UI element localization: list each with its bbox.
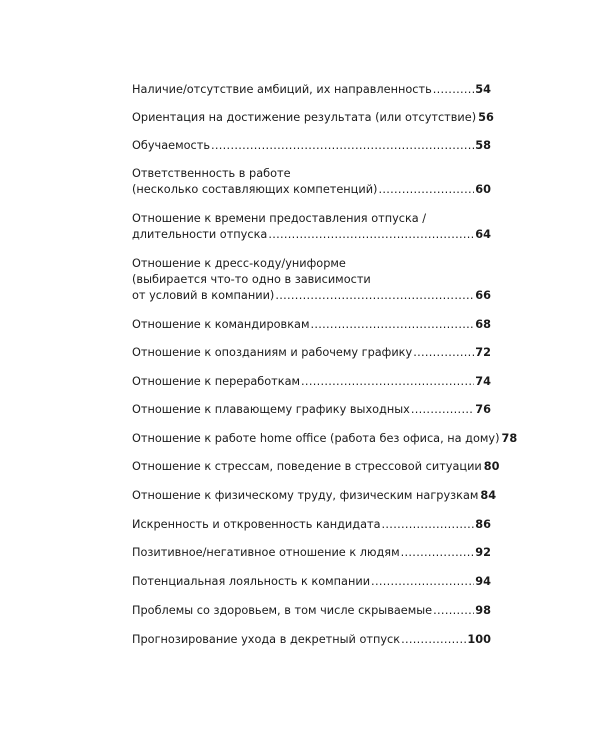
toc-entry-title-line: (несколько составляющих компетенций) xyxy=(132,183,378,196)
toc-entry[interactable] xyxy=(132,632,491,648)
toc-entry-title-line: длительности отпуска xyxy=(132,228,268,241)
toc-entry[interactable] xyxy=(132,317,491,333)
toc-page-number: 64 xyxy=(475,228,491,241)
dot-leader xyxy=(433,603,474,619)
toc-entry-title-line: Наличие/отсутствие амбиций, их направленность xyxy=(132,83,432,96)
table-of-contents xyxy=(132,0,518,750)
dot-leader xyxy=(401,632,466,648)
toc-entry[interactable] xyxy=(132,166,491,198)
toc-page-number: 68 xyxy=(475,318,491,331)
toc-entry[interactable] xyxy=(132,459,500,475)
toc-page-number: 86 xyxy=(475,518,491,531)
toc-entry-title-line: Проблемы со здоровьем, в том числе скрываемые xyxy=(132,604,433,617)
toc-entry-title-line: Отношение к работе home office (работа без офиса, на дому) xyxy=(132,432,500,445)
dot-leader xyxy=(433,82,475,98)
dot-leader xyxy=(268,227,474,243)
toc-entry[interactable] xyxy=(132,138,491,154)
toc-entry-row xyxy=(132,431,518,447)
dot-leader xyxy=(211,138,474,154)
toc-page-number: 92 xyxy=(475,546,491,559)
dot-leader xyxy=(413,345,474,361)
dot-leader xyxy=(401,545,475,561)
toc-page-number: 66 xyxy=(475,289,491,302)
toc-entry[interactable] xyxy=(132,488,497,504)
toc-entry-row xyxy=(132,459,500,475)
toc-entry-title-line: Отношение к физическому труду, физическим нагрузкам xyxy=(132,489,479,502)
toc-entry[interactable] xyxy=(132,545,491,561)
toc-entry[interactable] xyxy=(132,574,491,590)
toc-page-number: 80 xyxy=(483,460,500,473)
toc-page-number: 56 xyxy=(478,111,494,124)
toc-entry-row xyxy=(132,632,491,648)
toc-entry-row xyxy=(132,138,491,154)
toc-page-number: 60 xyxy=(475,183,491,196)
toc-entry-title-line: Отношение к времени предоставления отпуска / xyxy=(132,212,427,225)
dot-leader xyxy=(371,574,474,590)
dot-leader xyxy=(411,402,474,418)
toc-entry-row xyxy=(132,82,491,98)
toc-page-number: 100 xyxy=(467,633,491,646)
toc-entry-title-line: Обучаемость xyxy=(132,139,210,152)
toc-entry-row xyxy=(132,227,491,243)
toc-entry-row xyxy=(132,545,491,561)
toc-page-number: 78 xyxy=(501,432,518,445)
toc-page-number: 94 xyxy=(475,575,491,588)
toc-page-number: 74 xyxy=(475,375,491,388)
toc-entry-title-line: Отношение к переработкам xyxy=(132,375,301,388)
toc-entry-row xyxy=(132,317,491,333)
toc-entry-row xyxy=(132,574,491,590)
toc-entry[interactable] xyxy=(132,256,491,304)
toc-entry-title-line: (выбирается что-то одно в зависимости xyxy=(132,273,371,286)
dot-leader xyxy=(378,182,474,198)
toc-entry-title-line: Потенциальная лояльность к компании xyxy=(132,575,371,588)
toc-entry-title-line: Отношение к опозданиям и рабочему графику xyxy=(132,346,413,359)
toc-page-number: 72 xyxy=(475,346,491,359)
toc-page-number: 54 xyxy=(475,83,491,96)
toc-entry[interactable] xyxy=(132,517,491,533)
toc-page-number: 98 xyxy=(475,604,491,617)
toc-entry-row xyxy=(132,603,491,619)
toc-entry[interactable] xyxy=(132,211,491,243)
toc-entry[interactable] xyxy=(132,82,491,98)
toc-entry-row xyxy=(132,110,494,126)
toc-entry-row xyxy=(132,182,491,198)
toc-page-number: 84 xyxy=(480,489,497,502)
toc-entry[interactable] xyxy=(132,374,491,390)
toc-entry[interactable] xyxy=(132,402,491,418)
toc-entry-row xyxy=(132,488,497,504)
toc-page-number: 76 xyxy=(475,403,491,416)
toc-entry-row xyxy=(132,345,491,361)
toc-entry-row xyxy=(132,288,491,304)
toc-entry-title-line: Позитивное/негативное отношение к людям xyxy=(132,546,400,559)
toc-page-number: 58 xyxy=(475,139,491,152)
toc-entry-row xyxy=(132,402,491,418)
dot-leader xyxy=(310,317,474,333)
toc-entry-title-line: Отношение к плавающему графику выходных xyxy=(132,403,410,416)
toc-entry-title-line: Ориентация на достижение результата (или отсутствие) xyxy=(132,111,477,124)
dot-leader xyxy=(301,374,474,390)
toc-entry-row xyxy=(132,374,491,390)
toc-entry-title-line: Прогнозирование ухода в декретный отпуск xyxy=(132,633,401,646)
toc-entry[interactable] xyxy=(132,110,494,126)
toc-entry[interactable] xyxy=(132,431,518,447)
toc-entry[interactable] xyxy=(132,603,491,619)
toc-entry-title-line: Отношение к дресс-коду/униформе xyxy=(132,257,346,270)
toc-entry[interactable] xyxy=(132,345,491,361)
toc-entry-title-line: Искренность и откровенность кандидата xyxy=(132,518,381,531)
toc-entry-title-line: Ответственность в работе xyxy=(132,167,291,180)
dot-leader xyxy=(275,288,474,304)
toc-entry-title-line: от условий в компании) xyxy=(132,289,275,302)
dot-leader xyxy=(382,517,475,533)
toc-entry-title-line: Отношение к стрессам, поведение в стрессовой ситуации xyxy=(132,460,482,473)
toc-entry-row xyxy=(132,517,491,533)
toc-entry-title-line: Отношение к командировкам xyxy=(132,318,310,331)
